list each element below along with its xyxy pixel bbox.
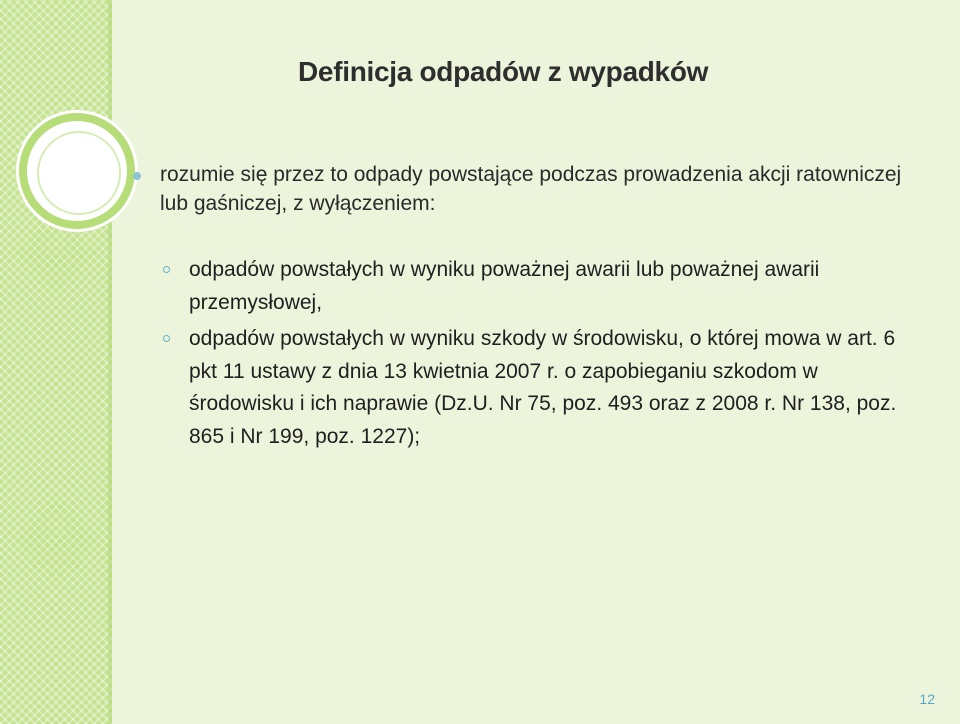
- sub-bullet-list: [133, 254, 923, 453]
- page-number: 12: [919, 691, 935, 707]
- left-band-edge: [108, 0, 112, 724]
- slide-title: Definicja odpadów z wypadków: [298, 56, 709, 87]
- slide-content: [133, 160, 923, 453]
- sub-bullet-text: odpadów powstałych w wyniku szkody w środowisku, o której mowa w art. 6 pkt 11 ustawy z dnia 13 kwietnia 2007 r. o zapobieganiu szkodom w środowisku i ich naprawie (Dz.U. Nr 75, poz. 493 oraz z 2008 r. Nr 138, poz. 865 i Nr 199, poz. 1227);: [189, 327, 897, 448]
- sub-bullet-item: [133, 254, 923, 319]
- filled-dot-bullet-icon: [133, 172, 141, 180]
- hollow-circle-bullet-icon: [163, 335, 170, 342]
- decorative-left-band: [0, 0, 112, 724]
- ring-circle-icon: [19, 113, 135, 229]
- sub-bullet-item: [133, 323, 923, 453]
- bullet-text: rozumie się przez to odpady powstające podczas prowadzenia akcji ratowniczej lub gaśniczej, z wyłączeniem:: [160, 163, 902, 215]
- hollow-circle-bullet-icon: [163, 266, 170, 273]
- sub-bullet-text: odpadów powstałych w wyniku poważnej awarii lub poważnej awarii przemysłowej,: [189, 258, 820, 314]
- bullet-item: [133, 160, 923, 218]
- ring-circle-inner: [37, 131, 121, 215]
